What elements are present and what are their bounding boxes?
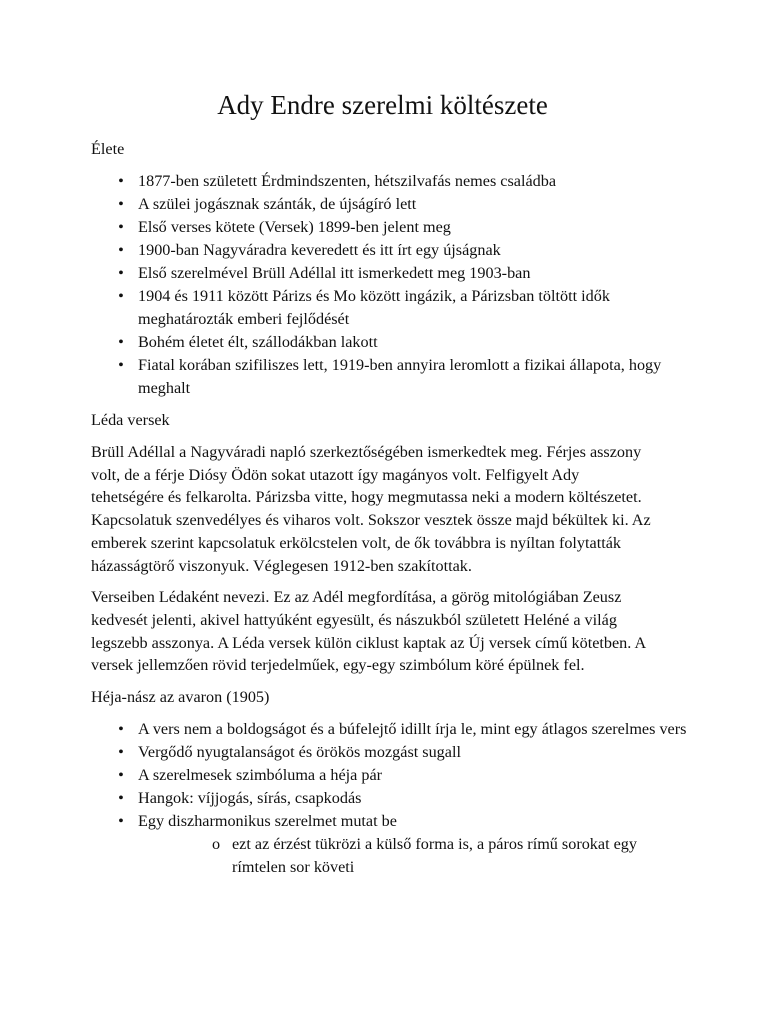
list-item-text: Első szerelmével Brüll Adéllal itt ismerkedett meg 1903-ban xyxy=(138,264,531,282)
list-item xyxy=(91,764,691,787)
bullet-icon: • xyxy=(118,743,124,762)
list-item-text: Bohém életet élt, szállodákban lakott xyxy=(138,333,378,351)
list-item-text: A szerelmesek szimbóluma a héja pár xyxy=(138,766,383,785)
bullet-icon: • xyxy=(118,195,124,213)
bullet-icon: • xyxy=(118,241,124,259)
list-item-text: Első verses kötete (Versek) 1899-ben jelent meg xyxy=(138,218,451,236)
document-title: Ady Endre szerelmi költészete xyxy=(217,90,548,120)
list-item-text: A szülei jogásznak szánták, de újságíró lett xyxy=(138,195,417,213)
circle-bullet-icon: o xyxy=(211,835,221,854)
list-item xyxy=(91,331,691,354)
list-item xyxy=(91,262,691,285)
sub-list-item-text: ezt az érzést tükrözi a külső forma is, a páros rímű sorokat egy rímtelen sor követi xyxy=(232,835,637,877)
heja-bullet-list xyxy=(91,718,691,879)
list-item xyxy=(91,354,691,400)
list-item xyxy=(91,239,691,262)
list-item-text: A vers nem a boldogságot és a búfelejtő idillt írja le, mint egy átlagos szerelmes vers xyxy=(138,720,687,739)
bullet-icon: • xyxy=(118,333,124,351)
bullet-icon: • xyxy=(118,287,124,305)
list-item xyxy=(91,741,691,764)
list-item-text: Hangok: víjjogás, sírás, csapkodás xyxy=(138,789,362,808)
bullet-icon: • xyxy=(118,264,124,282)
list-item-text: Vergődő nyugtalanságot és örökös mozgást sugall xyxy=(138,743,461,762)
bullet-icon: • xyxy=(118,218,124,236)
bullet-icon: • xyxy=(118,812,124,831)
elete-bullet-list xyxy=(91,170,691,400)
section-heading-leda: Léda versek xyxy=(91,411,170,429)
heja-sub-list xyxy=(138,833,691,879)
sub-list-item xyxy=(185,833,691,879)
section-heading-heja: Héja-nász az avaron (1905) xyxy=(91,688,270,707)
bullet-icon: • xyxy=(118,356,124,374)
bullet-icon: • xyxy=(118,789,124,808)
list-item xyxy=(91,193,691,216)
list-item xyxy=(91,170,691,193)
list-item-text: Egy diszharmonikus szerelmet mutat be xyxy=(138,812,397,831)
list-item xyxy=(91,787,691,810)
list-item xyxy=(91,216,691,239)
list-item-text: 1904 és 1911 között Párizs és Mo között ingázik, a Párizsban töltött idők meghatározták emberi fejlődését xyxy=(138,287,610,328)
list-item xyxy=(91,810,691,879)
paragraph: Verseiben Lédaként nevezi. Ez az Adél megfordítása, a görög mitológiában Zeusz kedvesét jelenti, akivel hattyúként egyesült, és nászukból született Heléné a világ legszebb asszonya. A Léda versek külön ciklust kaptak az Új versek című kötetben. A versek jellemzően rövid terjedelműek, egy-egy szimbólum köré épülnek fel. xyxy=(91,588,646,675)
bullet-icon: • xyxy=(118,720,124,739)
list-item-text: Fiatal korában szifiliszes lett, 1919-ben annyira leromlott a fizikai állapota, hogy meghalt xyxy=(138,356,662,397)
bullet-icon: • xyxy=(118,172,124,190)
bullet-icon: • xyxy=(118,766,124,785)
list-item-text: 1877-ben született Érdmindszenten, hétszilvafás nemes családba xyxy=(138,172,557,190)
list-item xyxy=(91,718,691,741)
section-heading-elete: Élete xyxy=(91,140,125,158)
list-item-text: 1900-ban Nagyváradra keveredett és itt írt egy újságnak xyxy=(138,241,501,259)
document-page xyxy=(91,84,691,888)
paragraph: Brüll Adéllal a Nagyváradi napló szerkeztőségében ismerkedtek meg. Férjes asszony volt, de a férje Diósy Ödön sokat utazott így magányos volt. Felfigyelt Ady tehetségére és felkarolta. Párizsba vitte, hogy megmutassa neki a modern költészetet. Kapcsolatuk szenvedélyes és viharos volt. Sokszor vesztek össze majd békültek ki. Az emberek szerint kapcsolatuk erkölcstelen volt, de ők továbbra is nyíltan folytatták házasságtörő viszonyuk. Véglegesen 1912-ben szakítottak. xyxy=(91,443,651,575)
list-item xyxy=(91,285,691,331)
